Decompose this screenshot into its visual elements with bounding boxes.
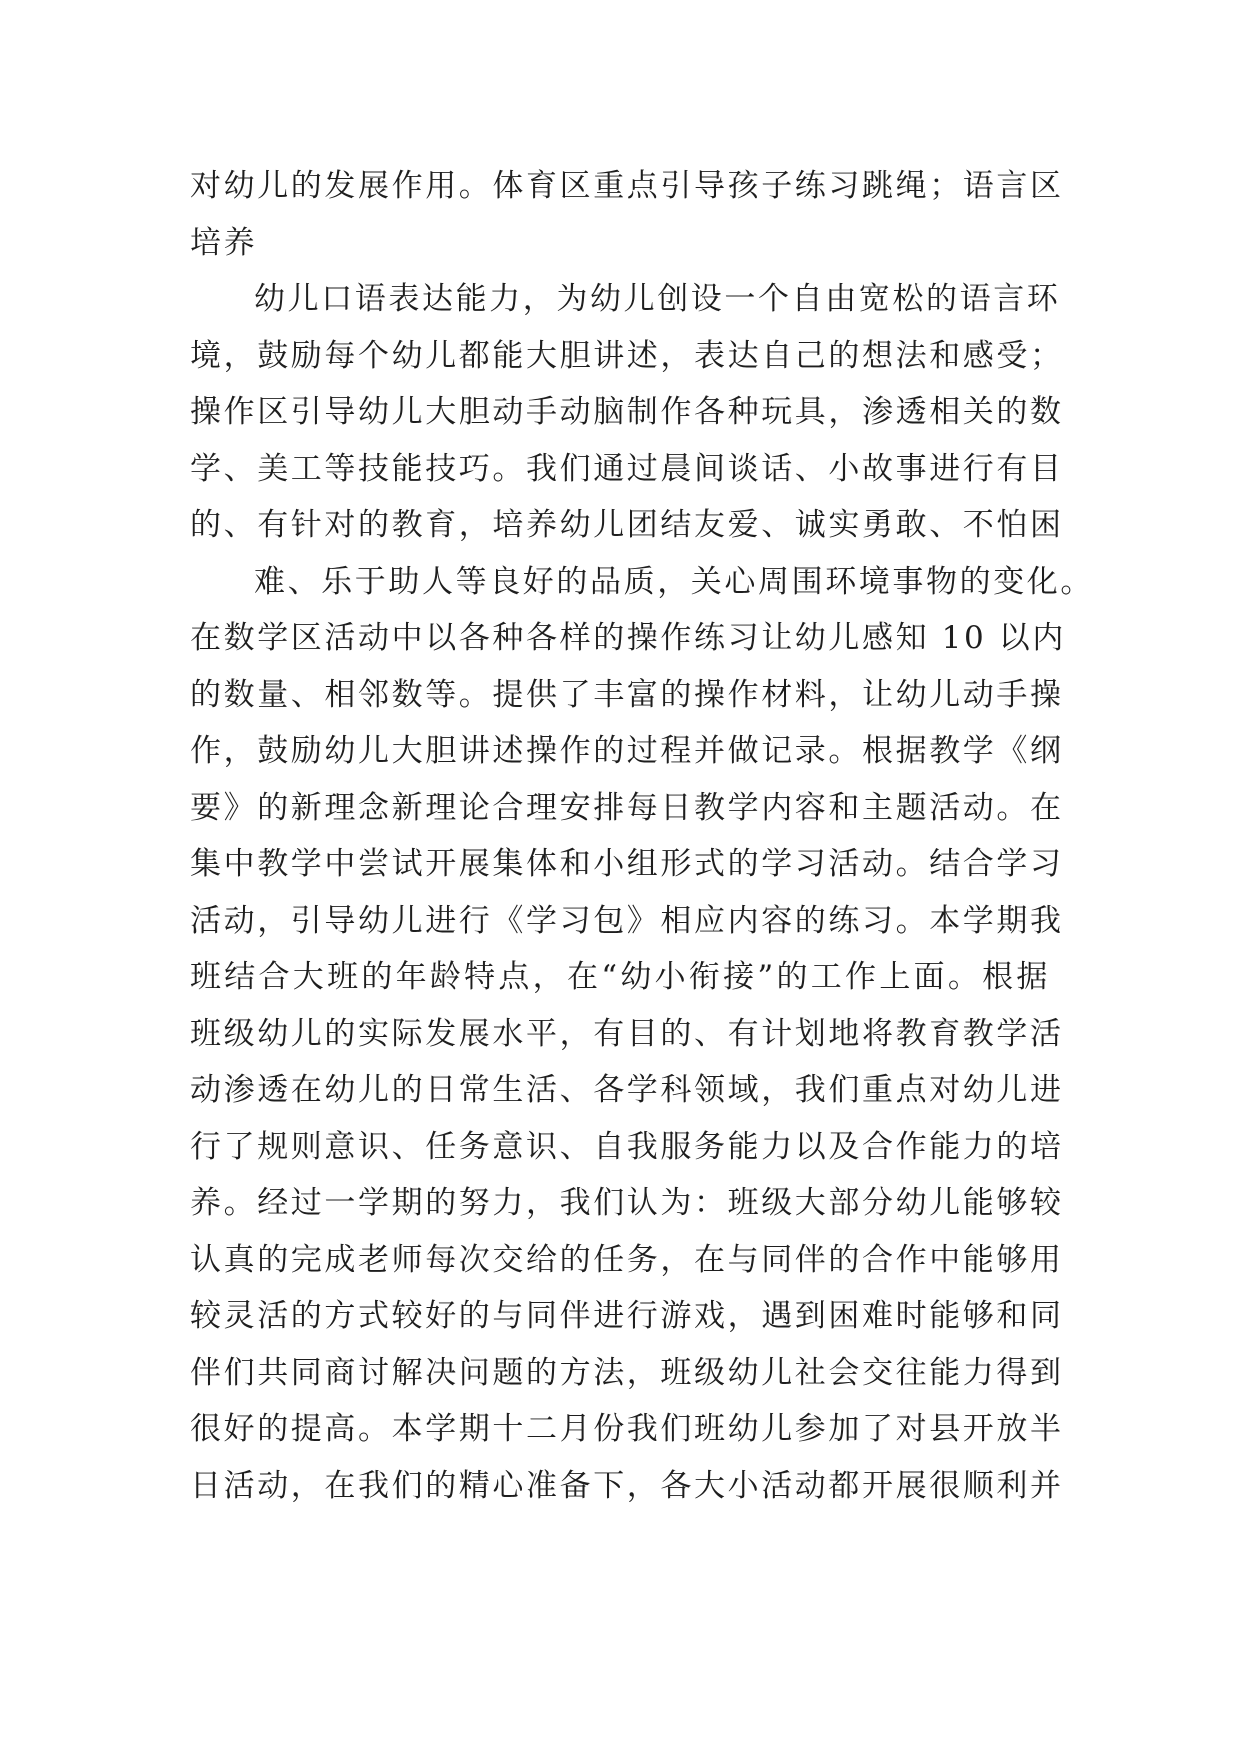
text-line: 很好的提高。本学期十二月份我们班幼儿参加了对县开放半 — [190, 1411, 1064, 1447]
text-line: 要》的新理念新理论合理安排每日教学内容和主题活动。在 — [190, 789, 1064, 826]
text-line: 班结合大班的年龄特点，在“幼小衔接”的工作上面。根据 — [190, 959, 1050, 995]
body-text — [190, 158, 1094, 1514]
text-line: 操作区引导幼儿大胆动手动脑制作各种玩具，渗透相关的数 — [190, 394, 1064, 430]
text-line: 行了规则意识、任务意识、自我服务能力以及合作能力的培 — [190, 1128, 1064, 1165]
text-line: 学、美工等技能技巧。我们通过晨间谈话、小故事进行有目 — [190, 450, 1064, 487]
text-line: 幼儿口语表达能力，为幼儿创设一个自由宽松的语言环 — [254, 281, 1061, 317]
text-line: 班级幼儿的实际发展水平，有目的、有计划地将教育教学活 — [190, 1015, 1064, 1052]
text-line: 在数学区活动中以各种各样的操作练习让幼儿感知 10 以内 — [190, 620, 1066, 656]
text-line: 作，鼓励幼儿大胆讲述操作的过程并做记录。根据教学《纲 — [190, 733, 1064, 769]
text-line: 活动，引导幼儿进行《学习包》相应内容的练习。本学期我 — [190, 902, 1064, 939]
text-line: 动渗透在幼儿的日常生活、各学科领域，我们重点对幼儿进 — [190, 1072, 1064, 1108]
text-line: 认真的完成老师每次交给的任务，在与同伴的合作中能够用 — [190, 1241, 1064, 1278]
text-line: 集中教学中尝试开展集体和小组形式的学习活动。结合学习 — [190, 846, 1064, 882]
text-line: 境，鼓励每个幼儿都能大胆讲述，表达自己的想法和感受； — [190, 337, 1064, 374]
text-line: 伴们共同商讨解决问题的方法，班级幼儿社会交往能力得到 — [190, 1354, 1064, 1391]
text-line: 的、有针对的教育，培养幼儿团结友爱、诚实勇敢、不怕困 — [190, 507, 1064, 543]
text-line: 日活动，在我们的精心准备下，各大小活动都开展很顺利并 — [190, 1467, 1064, 1504]
text-line: 养。经过一学期的努力，我们认为：班级大部分幼儿能够较 — [190, 1185, 1064, 1221]
text-line: 培养 — [190, 224, 258, 261]
text-line: 对幼儿的发展作用。体育区重点引导孩子练习跳绳；语言区 — [190, 168, 1064, 204]
text-line: 难、乐于助人等良好的品质，关心周围环境事物的变化。 — [254, 563, 1094, 600]
text-line: 较灵活的方式较好的与同伴进行游戏，遇到困难时能够和同 — [190, 1298, 1064, 1334]
text-line: 的数量、相邻数等。提供了丰富的操作材料，让幼儿动手操 — [190, 676, 1064, 713]
